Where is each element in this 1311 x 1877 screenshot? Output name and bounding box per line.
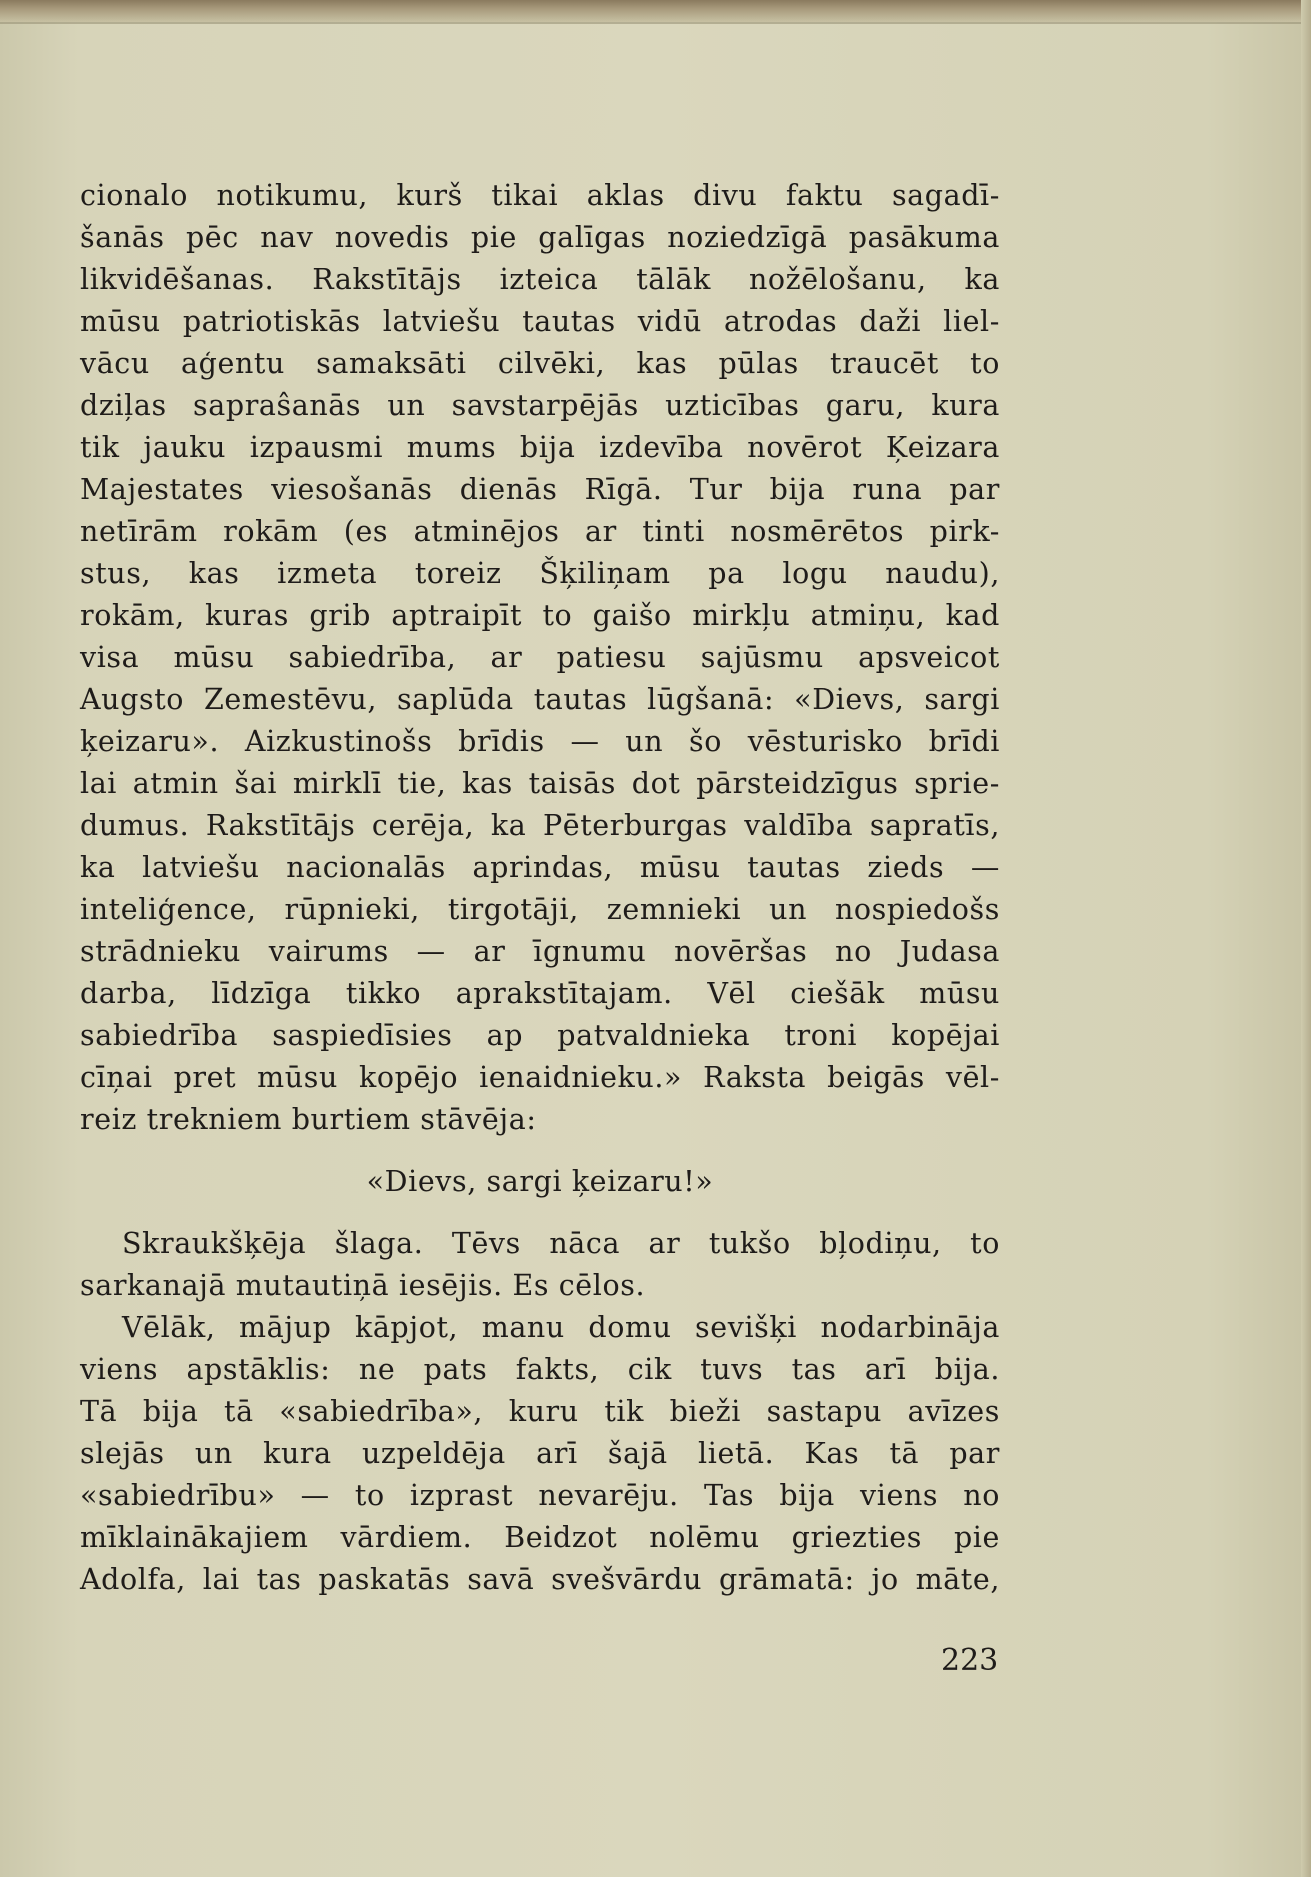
- text-line: cīņai pret mūsu kopējo ienaidnieku.» Raksta beigās vēl-: [80, 1061, 1000, 1094]
- body-text: [80, 175, 1000, 1601]
- text-line: stus, kas izmeta toreiz Šķiliņam pa logu naudu),: [80, 557, 1000, 590]
- text-line: sarkanajā mutautiņā iesējis. Es cēlos.: [80, 1269, 646, 1302]
- text-line: inteliģence, rūpnieki, tirgotāji, zemnieki un nospiedošs: [80, 893, 1000, 926]
- text-line: ķeizaru». Aizkustinošs brīdis — un šo vēsturisko brīdi: [80, 725, 1000, 758]
- text-line: strādnieku vairums — ar īgnumu novēršas no Judasa: [80, 935, 1000, 968]
- text-line: mūsu patriotiskās latviešu tautas vidū atrodas daži liel-: [80, 305, 1000, 338]
- text-line: «Dievs, sargi ķeizaru!»: [366, 1165, 714, 1198]
- text-line: rokām, kuras grib aptraipīt to gaišo mirkļu atmiņu, kad: [80, 599, 1000, 632]
- text-line: Vēlāk, mājup kāpjot, manu domu sevišķi nodarbināja: [122, 1311, 1000, 1344]
- text-line: Skraukšķēja šlaga. Tēvs nāca ar tukšo bļodiņu, to: [122, 1227, 1000, 1260]
- text-line: tik jauku izpausmi mums bija izdevība novērot Ķeizara: [80, 431, 1000, 464]
- paragraph: [80, 175, 1000, 1141]
- text-line: likvidēšanas. Rakstītājs izteica tālāk nožēlošanu, ka: [80, 263, 1000, 296]
- text-line: «sabiedrību» — to izprast nevarēju. Tas bija viens no: [80, 1479, 1000, 1512]
- text-line: reiz trekniem burtiem stāvēja:: [80, 1103, 537, 1136]
- text-line: dumus. Rakstītājs cerēja, ka Pēterburgas valdība sapratīs,: [80, 809, 1000, 842]
- paragraph: [80, 1223, 1000, 1307]
- text-line: darba, līdzīga tikko aprakstītajam. Vēl ciešāk mūsu: [80, 977, 1000, 1010]
- page-right-edge: [1301, 0, 1311, 1877]
- text-line: Adolfa, lai tas paskatās savā svešvārdu grāmatā: jo māte,: [80, 1563, 1000, 1596]
- paragraph: [80, 1307, 1000, 1601]
- text-line: Augsto Zemestēvu, saplūda tautas lūgšanā: «Dievs, sargi: [80, 683, 1000, 716]
- text-line: sabiedrība saspiedīsies ap patvaldnieka troni kopējai: [80, 1019, 1000, 1052]
- text-line: lai atmin šai mirklī tie, kas taisās dot pārsteidzīgus sprie-: [80, 767, 1000, 800]
- page-top-edge: [0, 0, 1311, 22]
- text-line: visa mūsu sabiedrība, ar patiesu sajūsmu apsveicot: [80, 641, 1000, 674]
- text-line: viens apstāklis: ne pats fakts, cik tuvs tas arī bija.: [80, 1353, 1000, 1386]
- text-line: ka latviešu nacionalās aprindas, mūsu tautas zieds —: [80, 851, 1000, 884]
- centered-quote: [80, 1161, 1000, 1203]
- text-line: cionalo notikumu, kurš tikai aklas divu faktu sagadī-: [80, 179, 1000, 212]
- text-line: dziļas sapraŝanās un savstarpējās uzticības garu, kura: [80, 389, 1000, 422]
- text-line: šanās pēc nav novedis pie galīgas noziedzīgā pasākuma: [80, 221, 1000, 254]
- page-number: 223: [941, 1643, 999, 1678]
- text-line: vācu aģentu samaksāti cilvēki, kas pūlas traucēt to: [80, 347, 1000, 380]
- page-top-rule: [0, 22, 1311, 24]
- text-line: Tā bija tā «sabiedrība», kuru tik bieži sastapu avīzes: [80, 1395, 1000, 1428]
- text-line: slejās un kura uzpeldēja arī šajā lietā. Kas tā par: [80, 1437, 1000, 1470]
- text-line: Majestates viesošanās dienās Rīgā. Tur bija runa par: [80, 473, 1000, 506]
- text-line: mīklainākajiem vārdiem. Beidzot nolēmu griezties pie: [80, 1521, 1000, 1554]
- text-line: netīrām rokām (es atminējos ar tinti nosmērētos pirk-: [80, 515, 1000, 548]
